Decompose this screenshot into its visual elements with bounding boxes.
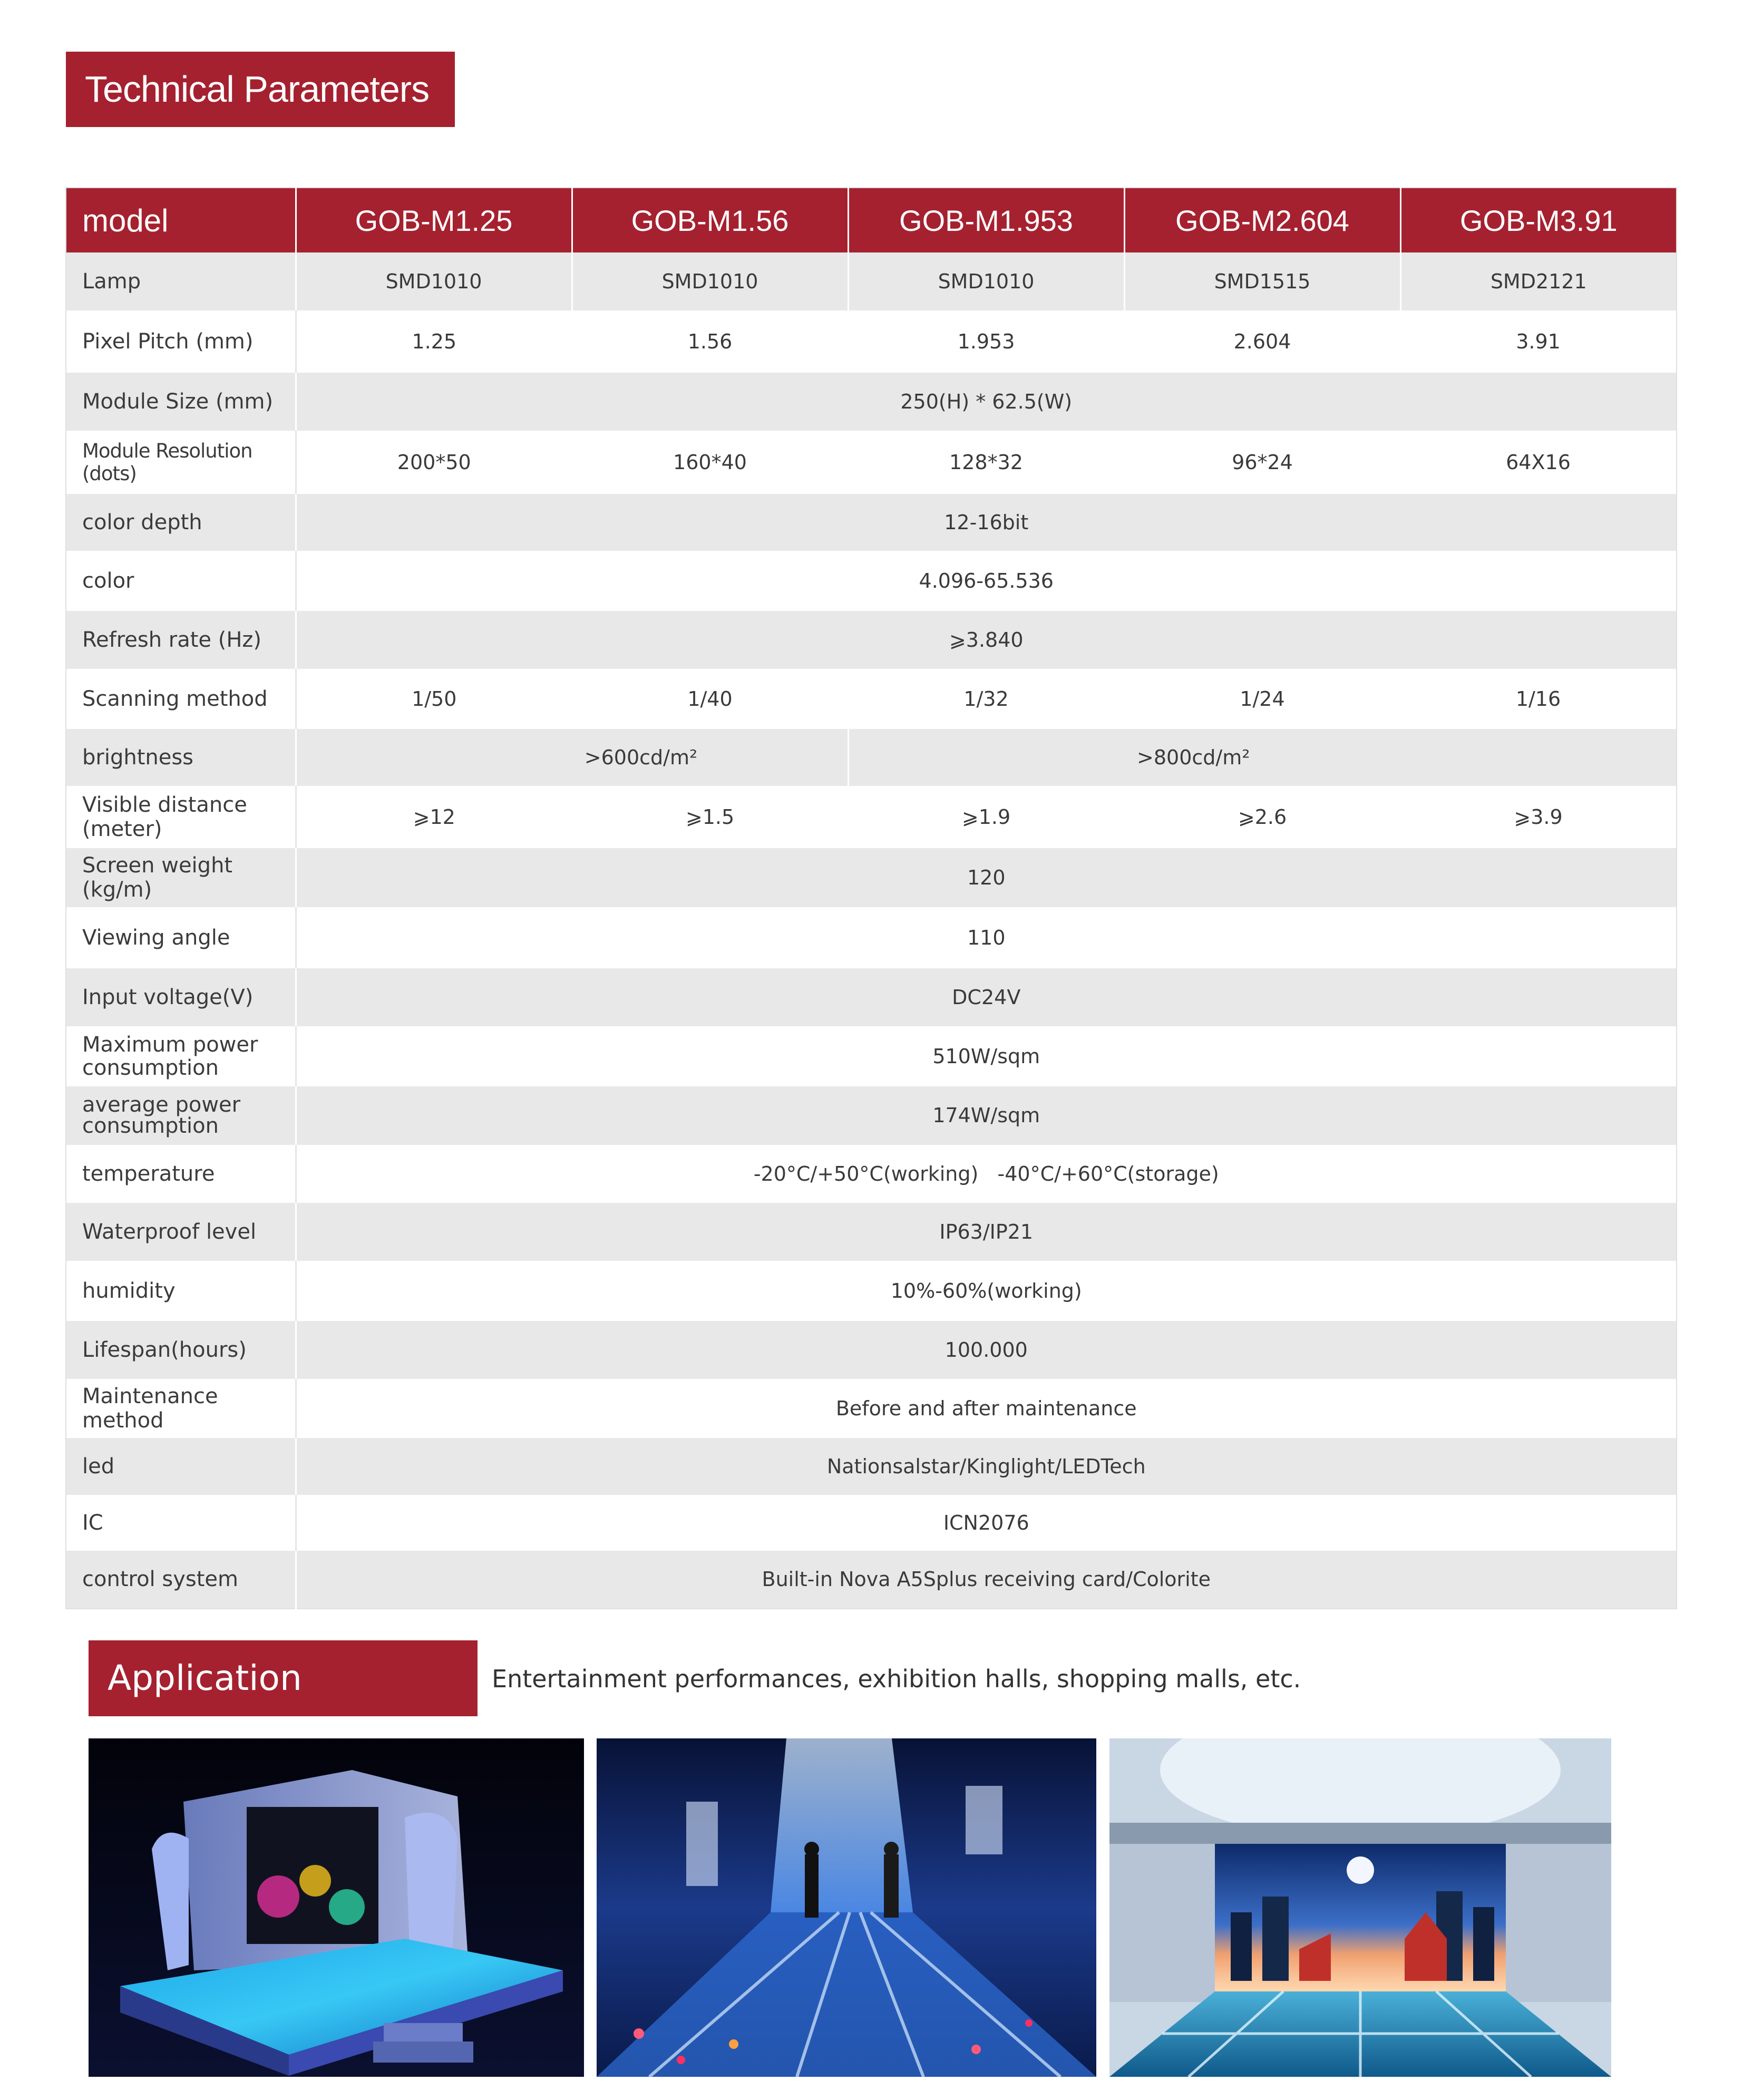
section-title-technical-parameters: Technical Parameters — [66, 52, 455, 127]
row-label: color depth — [66, 494, 296, 551]
table-row — [66, 907, 1677, 968]
table-row — [66, 373, 1677, 431]
row-label: Lifespan(hours) — [66, 1321, 296, 1379]
table-row — [66, 669, 1677, 729]
table-cell: >800cd/m² — [848, 729, 1677, 786]
table-cell: ⩾1.5 — [685, 805, 735, 829]
table-cell: SMD2121 — [1400, 252, 1677, 310]
table-row — [66, 1495, 1677, 1551]
row-label: control system — [66, 1551, 296, 1609]
table-row — [66, 1438, 1677, 1495]
table-cell: >600cd/m² — [296, 729, 848, 786]
table-cell: 10%-60%(working) — [890, 1279, 1082, 1302]
row-label — [66, 1026, 296, 1086]
table-cell: 100.000 — [296, 1321, 1677, 1379]
row-label: Maintenance method — [66, 1379, 296, 1438]
model-column-header: GOB-M2.604 — [1124, 188, 1400, 252]
row-label: Pixel Pitch (mm) — [66, 310, 296, 373]
table-cell: 2.604 — [1233, 330, 1291, 354]
row-label — [66, 1086, 296, 1144]
model-column-header: GOB-M3.91 — [1400, 188, 1677, 252]
table-cell: 1/24 — [1240, 687, 1285, 711]
table-cell: SMD1010 — [296, 252, 572, 310]
table-cell: 1.25 — [412, 330, 457, 354]
row-label: Waterproof level — [66, 1203, 296, 1261]
table-cell: -20°C/+50°C(working) -40°C/+60°C(storage) — [753, 1162, 1219, 1185]
table-cell: 174W/sqm — [296, 1086, 1677, 1144]
row-label: Refresh rate (Hz) — [66, 611, 296, 669]
table-cell: ⩾3.840 — [296, 611, 1677, 669]
table-cell: 128*32 — [949, 451, 1023, 474]
row-label: Visible distance (meter) — [66, 786, 296, 848]
mall-photo — [1109, 1738, 1611, 2077]
stage-photo — [89, 1738, 584, 2077]
mall-illustration — [1109, 1738, 1611, 2077]
row-label: led — [66, 1438, 296, 1495]
table-cell: 3.91 — [1516, 330, 1561, 354]
table-cell: 12-16bit — [296, 494, 1677, 551]
table-cell: 160*40 — [673, 451, 747, 474]
row-label: Module Resolution (dots) — [66, 431, 296, 494]
table-row — [66, 729, 1677, 786]
row-label: Scanning method — [66, 669, 296, 729]
model-column-header: GOB-M1.953 — [848, 188, 1124, 252]
row-label: Screen weight (kg/m) — [66, 848, 296, 907]
row-label: brightness — [66, 729, 296, 786]
table-row — [66, 310, 1677, 373]
table-row — [66, 252, 1677, 310]
table-row — [66, 1379, 1677, 1438]
row-label: Input voltage(V) — [66, 968, 296, 1026]
row-label: Module Size (mm) — [66, 373, 296, 431]
table-cell: ICN2076 — [943, 1511, 1029, 1534]
table-cell: Built-in Nova A5Splus receiving card/Colorite — [296, 1551, 1677, 1609]
table-cell: DC24V — [296, 968, 1677, 1026]
table-row — [66, 786, 1677, 848]
table-row — [66, 1321, 1677, 1379]
row-label: Lamp — [66, 252, 296, 310]
table-cell: 120 — [296, 848, 1677, 907]
table-row — [66, 1551, 1677, 1609]
table-cell: SMD1010 — [572, 252, 848, 310]
table-cell: Nationsalstar/Kinglight/LEDTech — [296, 1438, 1677, 1495]
table-cell: IP63/IP21 — [296, 1203, 1677, 1261]
table-cell: ⩾3.9 — [1514, 805, 1563, 829]
table-row — [66, 611, 1677, 669]
table-row — [66, 494, 1677, 551]
table-row — [66, 551, 1677, 611]
table-cell: 4.096-65.536 — [919, 569, 1054, 593]
table-cell: 1/32 — [963, 687, 1009, 711]
table-cell: 250(H) * 62.5(W) — [296, 373, 1677, 431]
table-cell: 200*50 — [397, 451, 471, 474]
spec-table — [65, 187, 1677, 1609]
row-label-line: consumption — [82, 1114, 219, 1139]
table-row — [66, 1145, 1677, 1203]
stage-illustration — [89, 1738, 584, 2077]
table-cell: SMD1515 — [1124, 252, 1400, 310]
table-cell: ⩾12 — [413, 805, 455, 829]
corridor-photo — [597, 1738, 1096, 2077]
table-row — [66, 1026, 1677, 1086]
section-title-application-scenarios: Application — [89, 1640, 478, 1716]
table-cell: ⩾2.6 — [1238, 805, 1287, 829]
application-description: Entertainment performances, exhibition halls, shopping malls, etc. — [492, 1665, 1301, 1693]
model-column-header: GOB-M1.56 — [572, 188, 848, 252]
table-row — [66, 848, 1677, 907]
table-row — [66, 1203, 1677, 1261]
table-cell: 110 — [967, 926, 1006, 950]
row-label-line: Maximum power — [82, 1033, 258, 1057]
table-header-row — [66, 188, 1677, 252]
table-row — [66, 431, 1677, 494]
table-cell: Before and after maintenance — [835, 1396, 1137, 1420]
row-label: Viewing angle — [66, 907, 296, 968]
table-cell: 1/40 — [687, 687, 733, 711]
table-row — [66, 968, 1677, 1026]
table-cell: 96*24 — [1232, 451, 1293, 474]
table-row — [66, 1261, 1677, 1321]
table-cell: 1.56 — [687, 330, 733, 354]
corridor-illustration — [597, 1738, 1096, 2077]
row-label-line: average power — [82, 1093, 241, 1117]
table-cell: 1/16 — [1515, 687, 1561, 711]
row-label-line: consumption — [82, 1056, 219, 1081]
row-label: color — [66, 551, 296, 611]
model-header: model — [66, 188, 296, 252]
table-row — [66, 1086, 1677, 1144]
row-label: humidity — [66, 1261, 296, 1321]
table-cell: SMD1010 — [848, 252, 1124, 310]
table-cell: 1/50 — [412, 687, 457, 711]
table-cell: 64X16 — [1506, 451, 1571, 474]
table-cell: ⩾1.9 — [961, 805, 1011, 829]
table-cell: 510W/sqm — [932, 1045, 1040, 1068]
row-label: temperature — [66, 1145, 296, 1203]
model-column-header: GOB-M1.25 — [296, 188, 572, 252]
table-cell: 1.953 — [957, 330, 1015, 354]
row-label: IC — [66, 1495, 296, 1551]
